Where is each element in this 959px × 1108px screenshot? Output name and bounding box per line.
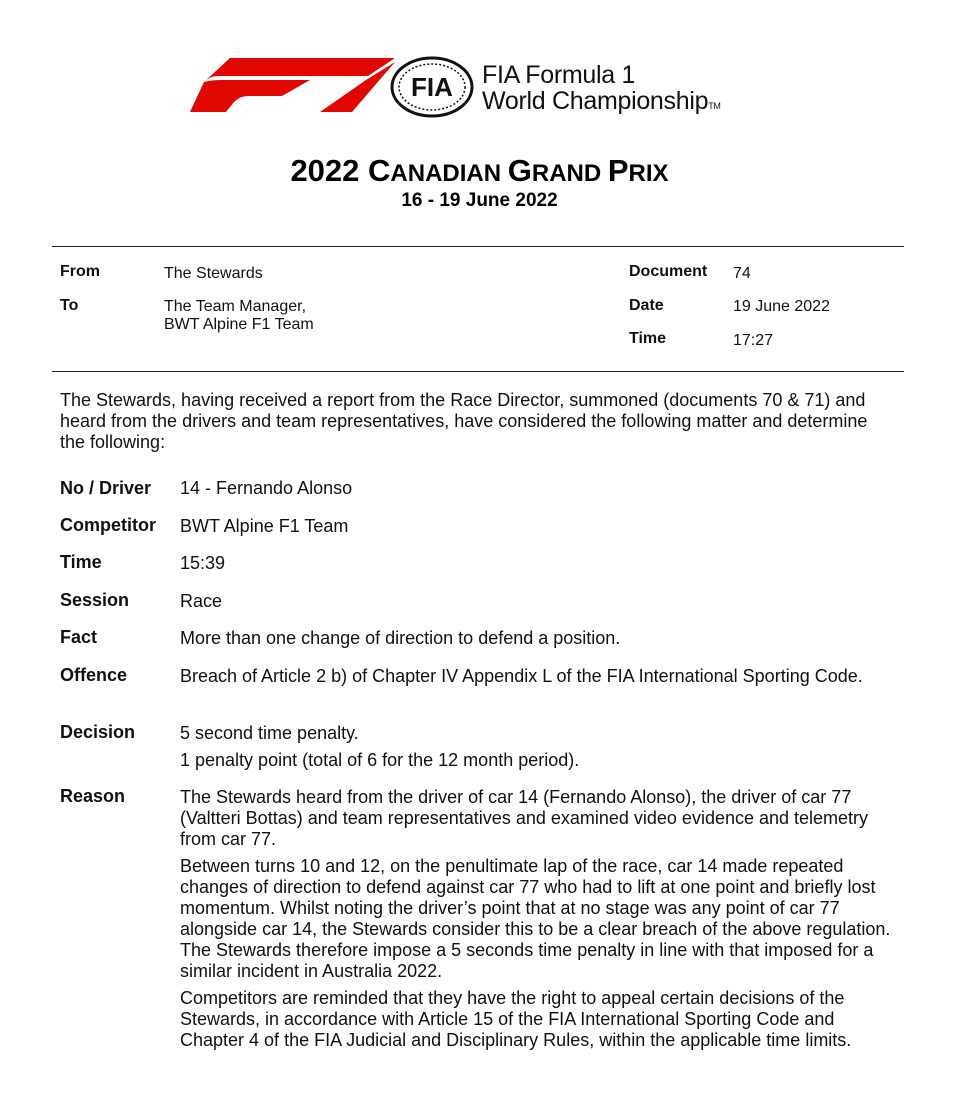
brand-line-2: World ChampionshipTM: [482, 87, 721, 115]
reason-label: Reason: [60, 786, 126, 806]
time-value: 17:27: [733, 332, 774, 349]
competitor-value: BWT Alpine F1 Team: [180, 516, 349, 536]
brand-text: [482, 62, 721, 119]
fact-label: Fact: [60, 627, 98, 647]
to-value: [164, 298, 314, 334]
decision-item: 5 second time penalty.: [180, 723, 359, 743]
f1-logo-icon: [190, 58, 395, 112]
decision-item: 1 penalty point (total of 6 for the 12 month period).: [180, 750, 580, 770]
reason-paragraph: Competitors are reminded that they have the right to appeal certain decisions of the Stewards, in accordance with Article 15 of the FIA International Sporting Code and Chapter 4 of the FIA Judicial and Disciplinary Rules, within the applicable time limits.: [180, 988, 852, 1050]
event-dates: 16 - 19 June 2022: [401, 190, 558, 211]
session-label: Session: [60, 590, 130, 610]
driver-label: No / Driver: [60, 478, 152, 498]
offence-label: Offence: [60, 665, 128, 685]
reason-paragraph: The Stewards heard from the driver of car 14 (Fernando Alonso), the driver of car 77 (Valtteri Bottas) and team representatives and examined video evidence and telemetry from car 77.: [180, 787, 869, 849]
to-label: To: [60, 297, 79, 314]
fia-seal-text: FIA: [411, 72, 453, 102]
header-logo-area: [190, 52, 790, 122]
trademark-mark: TM: [708, 101, 721, 111]
incident-time-label: Time: [60, 552, 102, 572]
document-label: Document: [629, 263, 708, 280]
to-value-line-1: The Team Manager,: [164, 298, 307, 315]
fact-value: More than one change of direction to defend a position.: [180, 628, 621, 648]
session-value: Race: [180, 591, 223, 611]
driver-value: 14 - Fernando Alonso: [180, 478, 353, 498]
decision-label: Decision: [60, 722, 136, 742]
to-value-line-2: BWT Alpine F1 Team: [164, 316, 314, 333]
offence-value: Breach of Article 2 b) of Chapter IV Appendix L of the FIA International Sporting Code.: [180, 666, 863, 686]
brand-line-1: FIA Formula 1: [482, 61, 636, 89]
document-value: 74: [733, 265, 751, 282]
bottom-divider: [52, 371, 904, 372]
top-divider: [52, 246, 904, 247]
from-label: From: [60, 263, 100, 280]
fia-seal-icon: [390, 56, 474, 118]
reason-paragraph: Between turns 10 and 12, on the penultimate lap of the race, car 14 made repeated changes of direction to defend against car 77 who had to lift at one point and briefly lost momentum. Whilst noting the driver’s point that at no stage was any point of car 77 alongside car 14, the Stewards consider this to be a clear breach of the above regulation. The Stewards therefore impose a 5 seconds time penalty in line with that imposed for a similar incident in Australia 2022.: [180, 856, 891, 981]
incident-time-value: 15:39: [180, 553, 226, 573]
intro-paragraph: The Stewards, having received a report from the Race Director, summoned (documents 70 & 71) and heard from the drivers and team representatives, have considered the following matter and determine the following:: [60, 390, 868, 452]
date-label: Date: [629, 297, 664, 314]
page-title: 2022 CANADIAN GRAND PRIX: [290, 153, 669, 188]
from-value: The Stewards: [164, 265, 263, 282]
date-value: 19 June 2022: [733, 298, 830, 315]
competitor-label: Competitor: [60, 515, 156, 535]
time-label: Time: [629, 330, 667, 347]
reason-value: [180, 787, 895, 1057]
decision-value: [180, 723, 900, 777]
